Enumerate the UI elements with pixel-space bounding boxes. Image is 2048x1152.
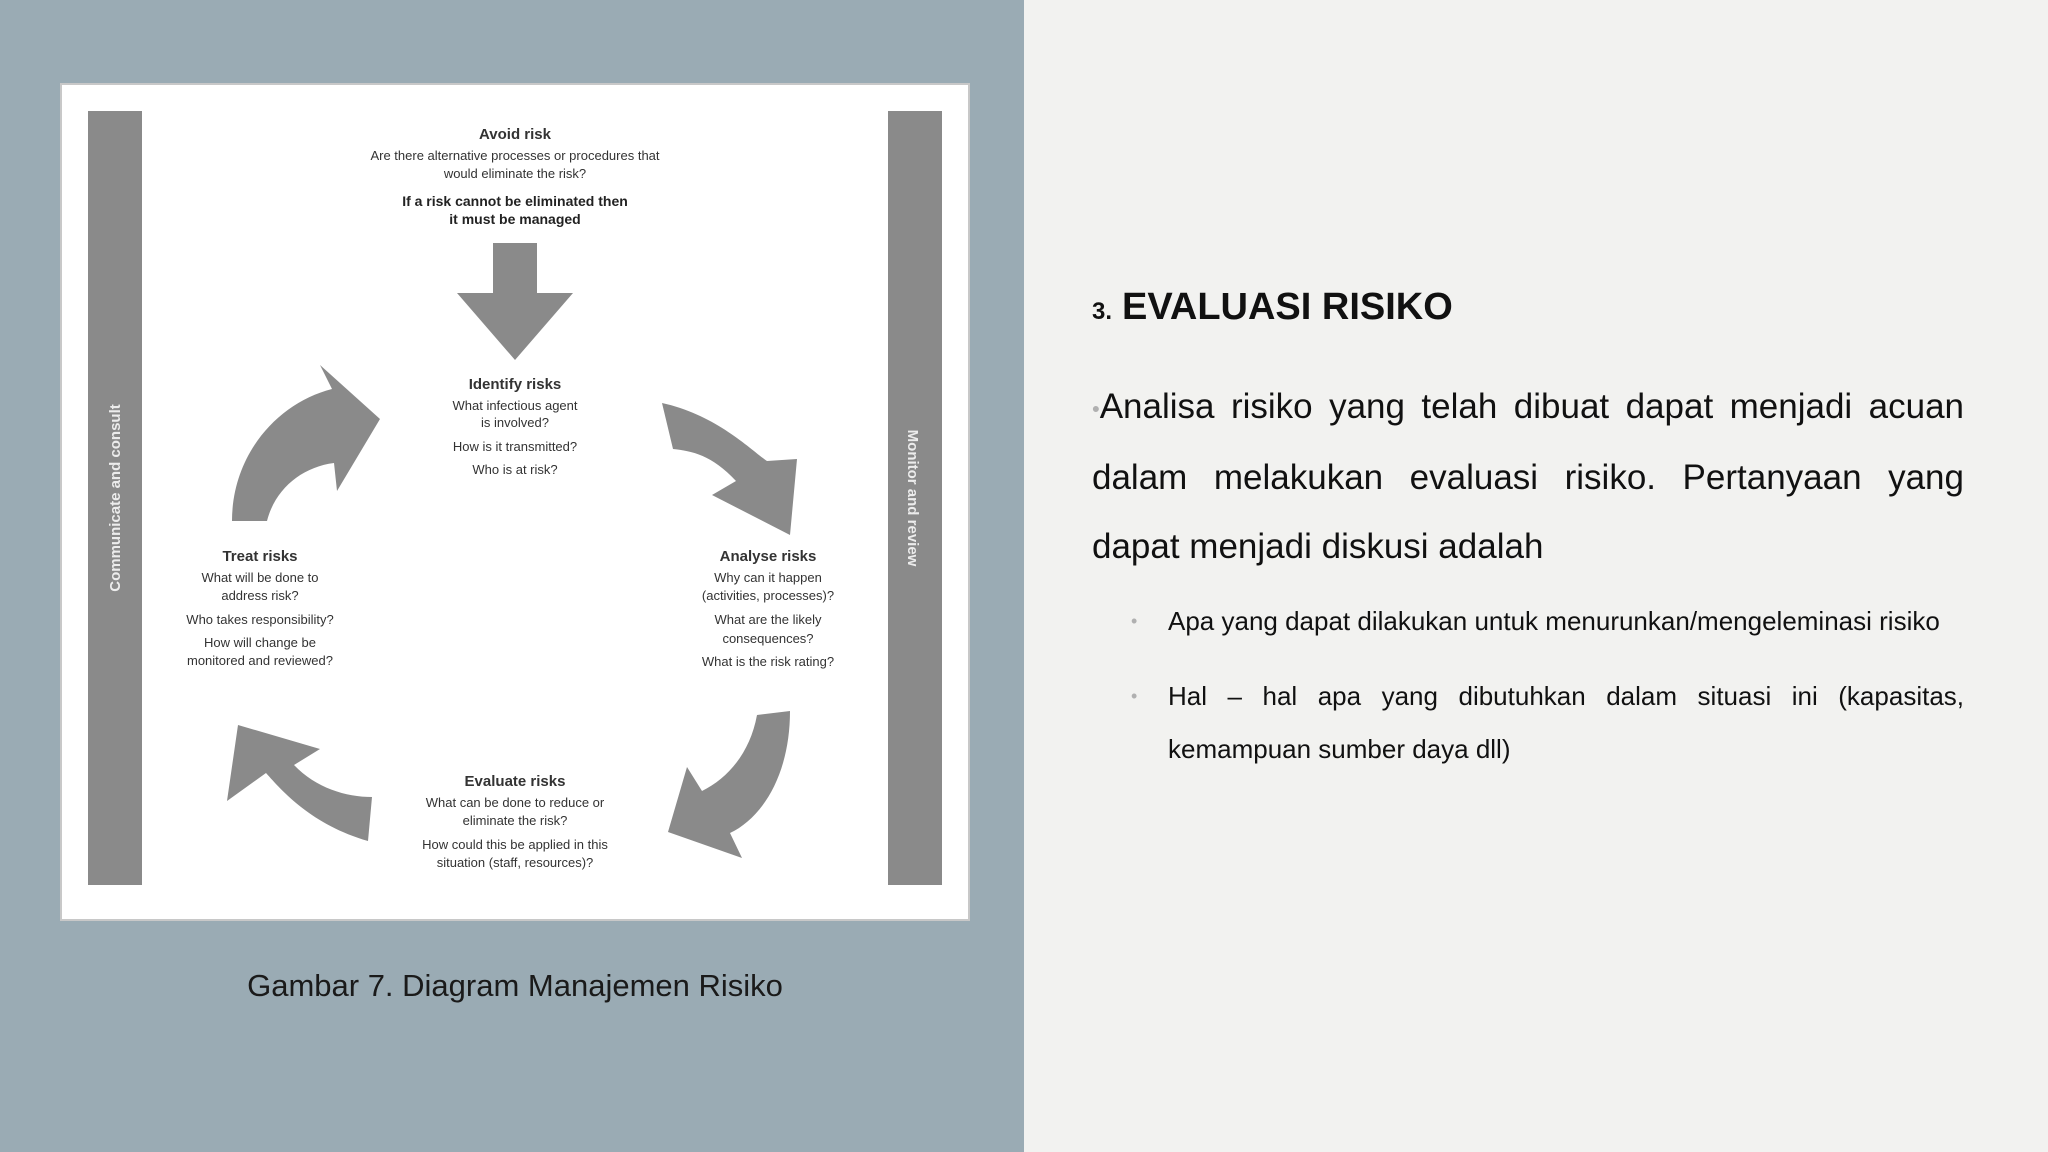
analyse-line-4: consequences? <box>722 631 814 646</box>
analyse-line-2: (activities, processes)? <box>701 588 835 603</box>
section-number: 3. <box>1092 298 1113 325</box>
list-item-text: Apa yang dapat dilakukan untuk menurunkan/mengeleminasi risiko <box>1168 606 1940 636</box>
section-title: EVALUASI RISIKO <box>1122 286 1453 328</box>
treat-line-3: Who takes responsibility? <box>186 612 334 627</box>
sub-bullet-list <box>1131 595 1964 798</box>
avoid-bold-2: it must be managed <box>449 211 581 227</box>
list-item-text: Hal – hal apa yang dibutuhkan dalam situasi ini (kapasitas, kemampuan sumber daya dll) <box>1168 681 1964 764</box>
analyse-line-5: What is the risk rating? <box>701 654 835 669</box>
evaluate-line-3: How could this be applied in this <box>422 837 608 852</box>
section-heading <box>1092 286 1453 329</box>
avoid-bold-1: If a risk cannot be eliminated then <box>402 193 628 209</box>
main-paragraph-text: Analisa risiko yang telah dibuat dapat menjadi acuan dalam melakukan evaluasi risiko. Pertanyaan yang dapat menjadi diskusi adalah <box>1092 387 1964 567</box>
treat-title: Treat risks <box>222 548 298 565</box>
arrow-to-treat-icon <box>227 725 372 841</box>
identify-line-3: How is it transmitted? <box>452 439 578 454</box>
identify-title: Identify risks <box>468 376 562 393</box>
analyse-line-1: Why can it happen <box>714 570 822 585</box>
evaluate-title: Evaluate risks <box>464 773 566 790</box>
analyse-line-3: What are the likely <box>714 612 822 627</box>
identify-line-1: What infectious agent <box>452 398 578 413</box>
bullet-icon: • <box>1131 686 1138 706</box>
list-item <box>1131 670 1964 776</box>
figure-caption: Gambar 7. Diagram Manajemen Risiko <box>247 968 783 1003</box>
bullet-icon: • <box>1131 611 1138 631</box>
arrow-to-analyse-icon <box>662 403 797 535</box>
evaluate-line-4: situation (staff, resources)? <box>436 855 594 870</box>
avoid-line-1: Are there alternative processes or procedures that <box>370 148 660 163</box>
analyse-title: Analyse risks <box>719 548 817 565</box>
bullet-icon: • <box>1092 396 1100 422</box>
main-paragraph <box>1092 372 1964 581</box>
arrow-to-evaluate-icon <box>668 711 790 858</box>
identify-line-2: is involved? <box>481 415 549 430</box>
evaluate-line-1: What can be done to reduce or <box>425 795 605 810</box>
treat-line-5: monitored and reviewed? <box>187 653 333 668</box>
avoid-title: Avoid risk <box>479 126 551 143</box>
communicate-label: Communicate and consult <box>107 404 124 592</box>
treat-line-2: address risk? <box>221 588 299 603</box>
avoid-line-2: would eliminate the risk? <box>443 166 587 181</box>
treat-line-1: What will be done to <box>201 570 319 585</box>
down-arrow-icon <box>457 243 573 360</box>
list-item <box>1131 595 1964 648</box>
monitor-label: Monitor and review <box>904 429 921 567</box>
arrow-to-identify-icon <box>232 365 380 521</box>
diagram-svg <box>62 85 968 919</box>
risk-management-diagram <box>60 83 970 921</box>
identify-line-4: Who is at risk? <box>472 462 558 477</box>
evaluate-line-2: eliminate the risk? <box>462 813 568 828</box>
treat-line-4: How will change be <box>203 635 317 650</box>
